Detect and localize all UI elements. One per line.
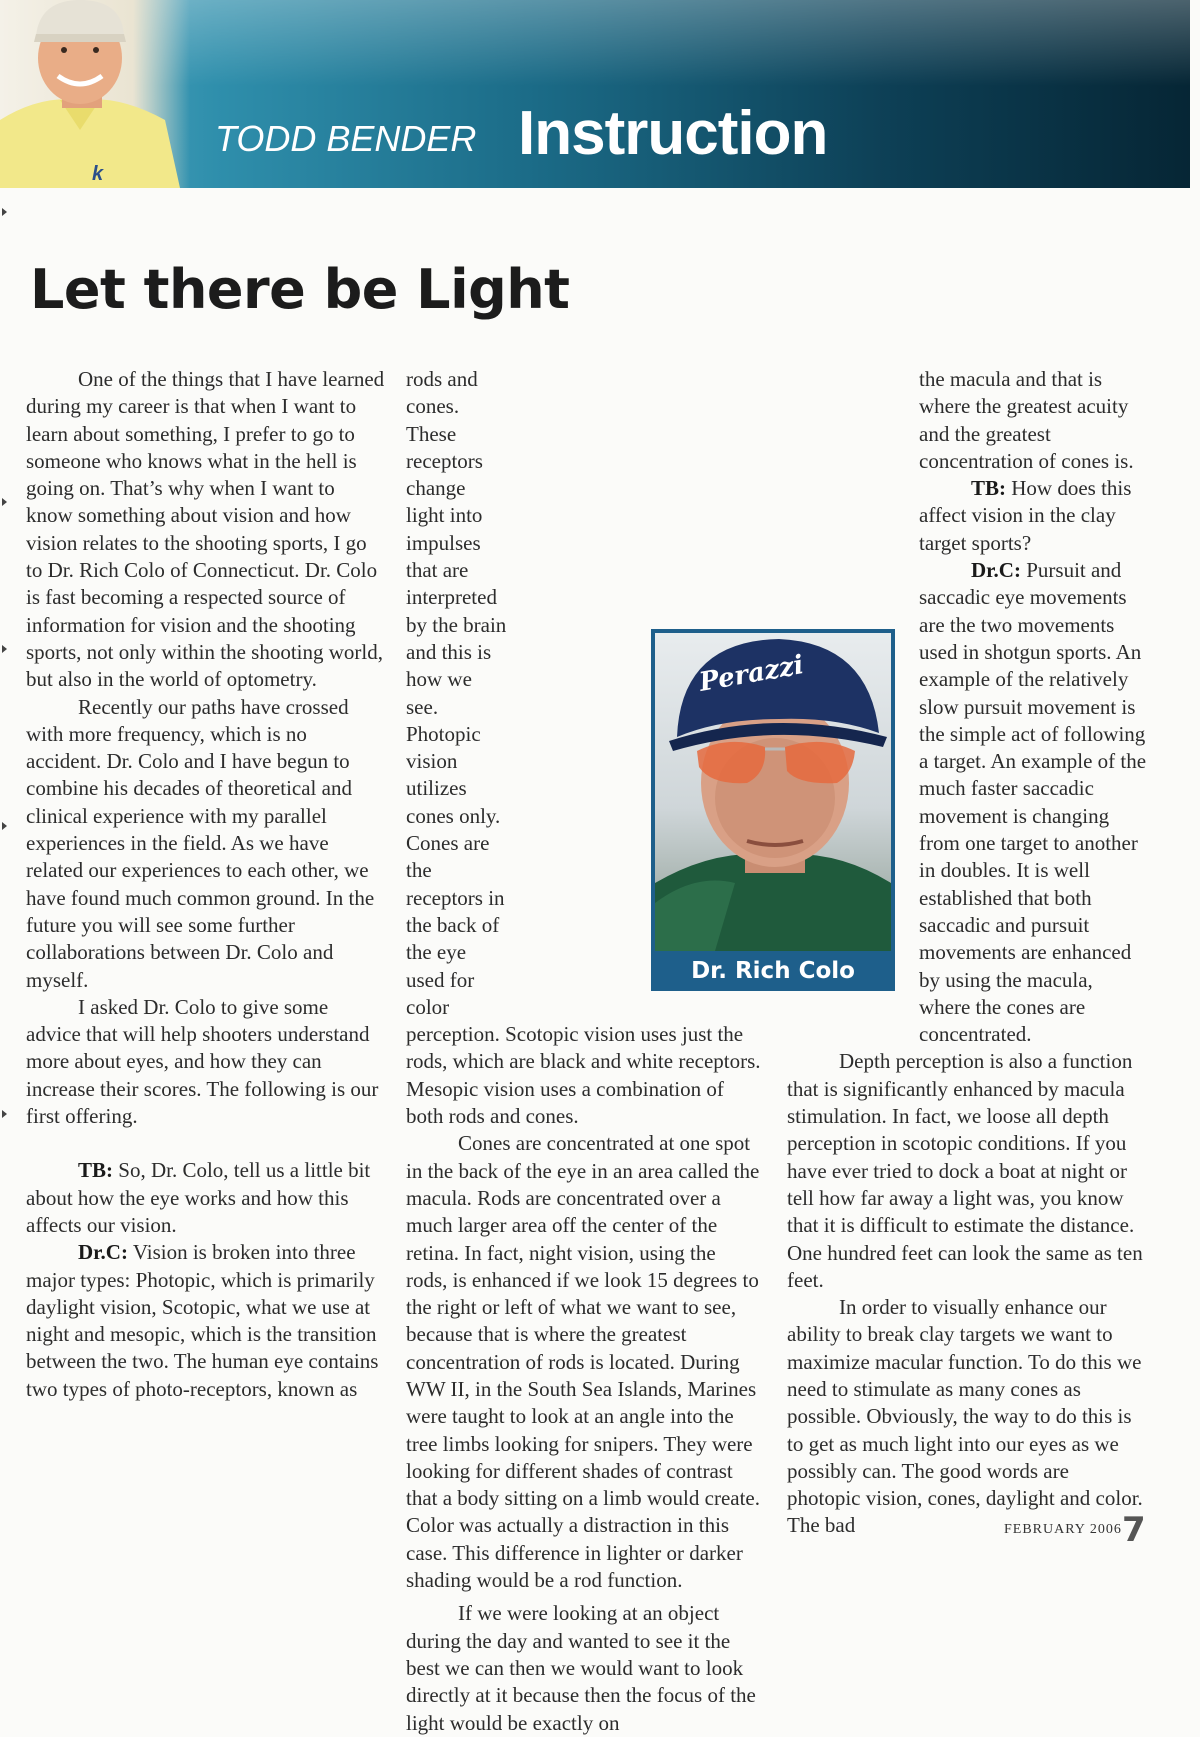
page-number: 7: [1122, 1510, 1146, 1550]
svg-text:k: k: [92, 163, 104, 185]
paragraph: Depth perception is also a function that is significantly enhanced by macula stimulation. In fact, we loose all depth perception in scotopic conditions. If you have ever tried to dock a boat at night or tell how far away a light was, you know that it is difficult to estimate the distance. One hundred feet can look the same as ten feet.: [787, 1049, 1143, 1292]
paragraph: rods and cones. These receptors change light into impulses that are interpreted by the brain and this is how we see. Photopic vision utilizes cones only. Cones are the receptors in the back of the eye used for color perception. Scotopic vision uses just the rods, which are black and white receptors. Mesopic vision uses a combination of both rods and cones.: [406, 367, 761, 1129]
cap-logo-text: Perazzi: [697, 650, 806, 698]
paragraph: If we were looking at an object during the day and wanted to see it the best we can then we would want to look directly at it because then the focus of the light would be exactly on: [406, 1601, 756, 1735]
author-portrait-illustration: [0, 0, 190, 188]
paragraph: Recently our paths have crossed with more frequency, which is no accident. Dr. Colo and I have begun to combine his decades of theoretical and clinical experience with my parallel experiences in the field. As we have related our experiences to each other, we have found much common ground. In the future you will see some further collaborations between Dr. Colo and myself.: [26, 694, 375, 992]
paragraph-question: [787, 475, 1147, 557]
issue-date: FEBRUARY 2006: [1004, 1522, 1122, 1537]
margin-mark: [2, 1110, 7, 1118]
photo-caption: Dr. Rich Colo: [691, 958, 855, 984]
margin-mark: [2, 498, 7, 506]
paragraph-text: Pursuit and saccadic eye movements are the two movements used in shotgun sports. An example of the relatively slow pursuit movement is the simple act of following a target. An example of the much faster saccadic movement is changing from one target to another in doubles. It is well established that both saccadic and pursuit movements are enhanced by using the macula, where the cones are concentrated.: [919, 558, 1147, 1047]
paragraph-question: [26, 1157, 386, 1239]
author-name: TODD BENDER: [215, 118, 477, 159]
paragraph: I asked Dr. Colo to give some advice that will help shooters understand more about eyes, and how they can increase their scores. The following is our first offering.: [26, 994, 379, 1129]
paragraph: Cones are concentrated at one spot in the back of the eye in an area called the macula. Rods are concentrated over a much larger area off the center of the retina. In fact, night vision, using the rods, is enhanced if we look 15 degrees to the right or left of what we want to see, because that is where the greatest concentration of rods is located. During WW II, in the South Sea Islands, Marines were taught to look at an angle into the tree limbs looking for snipers. They were looking for different shades of contrast that a body sitting on a limb would create. Color was actually a distraction in this case. This difference in lighter or darker shading would be a rod function.: [406, 1131, 761, 1593]
speaker-label: Dr.C:: [78, 1240, 128, 1265]
article-headline: Let there be Light: [30, 258, 570, 321]
speaker-label: TB:: [78, 1158, 114, 1183]
margin-mark: [2, 208, 7, 216]
margin-mark: [2, 822, 7, 830]
margin-mark: [2, 645, 7, 653]
speaker-label: TB:: [971, 476, 1007, 501]
paragraph: In order to visually enhance our ability to break clay targets we want to maximize macular function. To do this we need to stimulate as many cones as possible. Obviously, the way to do this is to get as much light into our eyes as we possibly can. The good words are photopic vision, cones, daylight and color. The bad: [787, 1295, 1143, 1538]
paragraph: the macula and that is where the greatest acuity and the greatest concentration of cones is.: [919, 367, 1134, 473]
author-portrait: [0, 0, 190, 188]
section-title: Instruction: [518, 99, 828, 168]
paragraph-text: So, Dr. Colo, tell us a little bit about how the eye works and how this affects our vision.: [26, 1158, 371, 1237]
photo-image: [655, 633, 891, 951]
person-illustration: [655, 633, 891, 951]
paragraph-text: How does this affect vision in the clay target sports?: [919, 476, 1132, 555]
article-column-2: [406, 366, 762, 1737]
header-banner: [0, 0, 1190, 188]
paragraph: One of the things that I have learned during my career is that when I want to learn about something, I prefer to go to someone who knows what in the hell is going on. That’s why when I want to know something about vision and how vision relates to the shooting sports, I go to Dr. Rich Colo of Connecticut. Dr. Colo is fast becoming a respected source of information for vision and the shooting sports, not only within the shooting world, but also in the world of optometry.: [26, 367, 385, 692]
article-column-1: [26, 366, 386, 1403]
paragraph-answer: [26, 1239, 386, 1403]
paragraph-text: Vision is broken into three major types: Photopic, which is primarily daylight vision, Scotopic, what we use at night and mesopic, which is the transition between the two. The human eye contains two types of photo-receptors, known as: [26, 1240, 379, 1401]
interview-photo: [651, 629, 895, 991]
speaker-label: Dr.C:: [971, 558, 1021, 583]
